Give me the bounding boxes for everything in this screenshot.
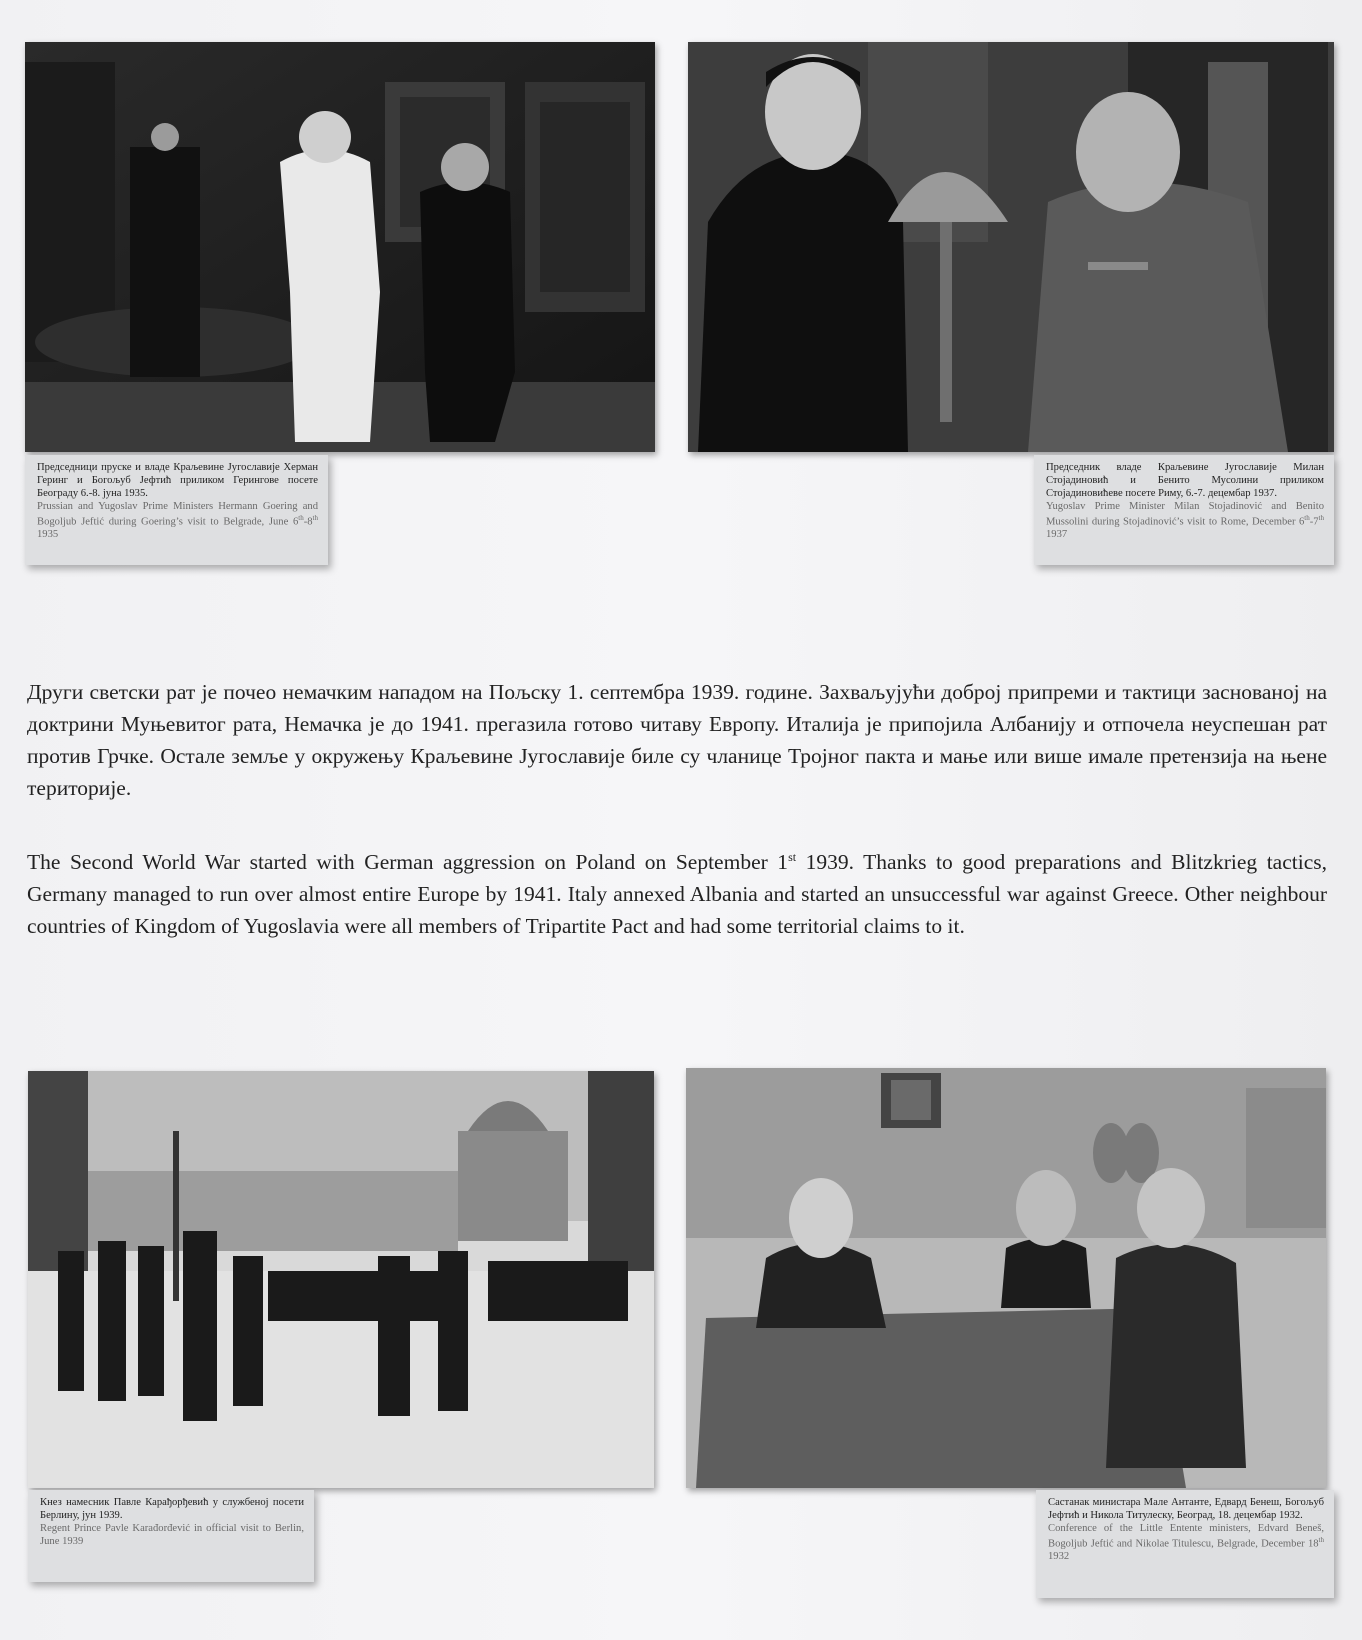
caption-english: Prussian and Yugoslav Prime Ministers Hermann Goering and Bogoljub Jeftić during Goering’s visit to Belgrade, June 6th-8th 1935 (37, 500, 318, 541)
caption-english: Conference of the Little Entente ministers, Edvard Beneš, Bogoljub Jeftić and Nikolae Titulescu, Belgrade, December 18th 1932 (1048, 1522, 1324, 1563)
caption-stojadinovic-mussolini (1034, 455, 1334, 565)
caption-english: Yugoslav Prime Minister Milan Stojadinović and Benito Mussolini during Stojadinović’s visit to Rome, December 6th-7th 1937 (1046, 500, 1324, 541)
photo-prince-pavle-berlin (28, 1071, 654, 1488)
caption-serbian: Председници пруске и владе Краљевине Југославије Херман Геринг и Богољуб Јефтић приликом Герингове посете Београду 6.-8. јуна 1935. (37, 462, 318, 499)
caption-little-entente (1036, 1490, 1334, 1598)
caption-serbian: Састанак министара Мале Антанте, Едвард Бенеш, Богољуб Јефтић и Никола Титулеску, Београд, 18. децембар 1932. (1048, 1497, 1324, 1521)
caption-english: Regent Prince Pavle Karađorđević in official visit to Berlin, June 1939 (40, 1522, 304, 1547)
photo-little-entente (686, 1068, 1326, 1488)
photo-goering-jeftic (25, 42, 655, 452)
caption-serbian: Кнез намесник Павле Карађорђевић у службеној посети Берлину, јун 1939. (40, 1497, 304, 1521)
body-text-english: The Second World War started with German aggression on Poland on September 1st 1939. Thanks to good preparations and Blitzkrieg tactics, Germany managed to run over almost entire Europe by 1941. Italy annexed Albania and started an unsuccessful war against Greece. Other neighbour countries of Kingdom of Yugoslavia were all members of Tripartite Pact and had some territorial claims to it. (27, 850, 1327, 939)
caption-serbian: Председник владе Краљевине Југославије Милан Стојадиновић и Бенито Мусолини приликом Стојадиновићеве посете Риму, 6.-7. децембар 1937. (1046, 462, 1324, 499)
body-text-serbian: Други светски рат је почео немачким нападом на Пољску 1. септембра 1939. године. Захваљујући доброј припреми и тактици заснованој на доктрини Муњевитог рата, Немачка је до 1941. прегазила готово читаву Европу. Италија је припојила Албанију и отпочела неуспешан рат против Грчке. Остале земље у окружењу Краљевине Југославије биле су чланице Тројног пакта и мање или више имале претензија на њене територије. (27, 680, 1327, 800)
caption-goering-jeftic (25, 455, 328, 565)
photo-stojadinovic-mussolini (688, 42, 1334, 452)
caption-prince-pavle-berlin (28, 1490, 314, 1582)
